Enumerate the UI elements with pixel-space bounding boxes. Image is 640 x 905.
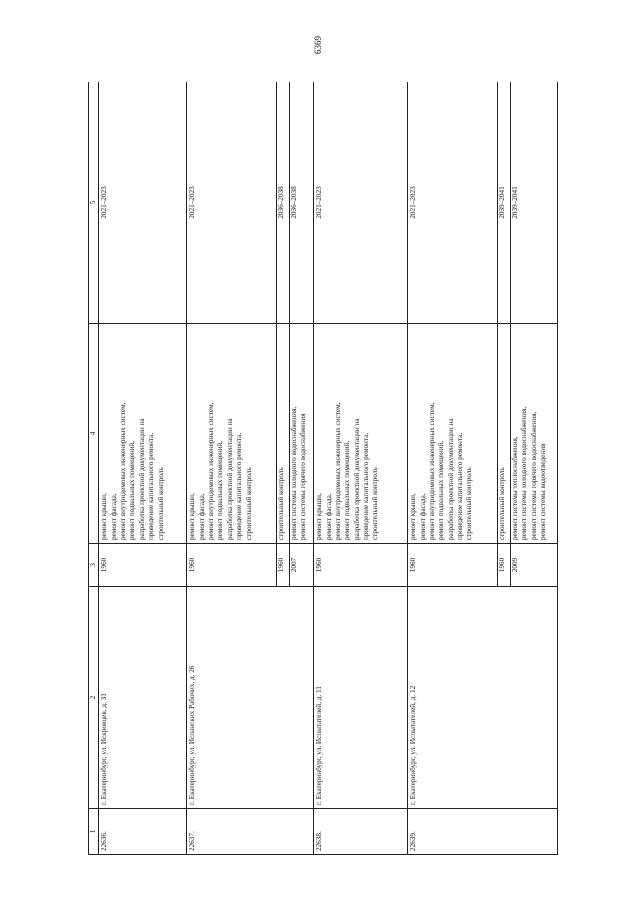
work-item: проведение капитального ремонта,	[456, 432, 464, 540]
subrow-term: 2036–2038	[277, 82, 290, 324]
work-item: ремонт подвальных помещений,	[128, 440, 137, 540]
row-year: 1960	[314, 544, 408, 587]
work-item: ремонт крыши,	[409, 493, 418, 540]
work-item: ремонт системы холодного водоснабжения,	[290, 406, 299, 540]
subrow-works	[510, 324, 557, 544]
work-item: ремонт внутридомовых инженерных систем,	[427, 402, 436, 540]
work-item: строительный контроль	[277, 467, 286, 540]
work-item: проведение капитального ремонта,	[362, 432, 370, 540]
table-row	[314, 82, 408, 855]
subrow-term: 2036–2038	[290, 82, 314, 324]
subrow-term: 2039–2041	[510, 82, 557, 324]
work-item: ремонт внутридомовых инженерных систем,	[333, 402, 342, 540]
row-number: 22637.	[187, 809, 314, 855]
work-item: ремонт подвальных помещений,	[216, 440, 225, 540]
row-address: г. Екатеринбург, ул. Испытателей, д. 12	[408, 587, 558, 809]
subrow-year: 2009	[510, 544, 557, 587]
work-item: ремонт подвальных помещений,	[437, 440, 446, 540]
table-row	[408, 82, 498, 855]
work-item: строительный контроль	[465, 467, 474, 540]
work-item: ремонт подвальных помещений,	[343, 440, 352, 540]
row-number: 22638.	[314, 809, 408, 855]
work-item: ремонт внутридомовых инженерных систем,	[207, 402, 216, 540]
work-item: проведение капитального ремонта,	[147, 432, 156, 540]
work-item: проведение капитального ремонта,	[235, 432, 244, 540]
work-item: разработка проектной документации на	[225, 418, 234, 540]
work-item: ремонт системы водоотведения	[538, 443, 547, 540]
work-item: ремонт системы горячего водоснабжения	[299, 413, 308, 540]
row-works	[314, 324, 408, 544]
work-item: ремонт фасада,	[324, 493, 333, 540]
row-works	[408, 324, 498, 544]
subrow-year: 1960	[277, 544, 290, 587]
subrow-term: 2039–2041	[498, 82, 511, 324]
header-row	[89, 82, 99, 855]
work-item: ремонт внутридомовых инженерных систем,	[119, 402, 128, 540]
row-term: 2021–2023	[314, 82, 408, 324]
work-item: разработка проектной документации на	[446, 418, 455, 540]
work-item: ремонт фасада,	[197, 493, 206, 540]
work-item: ремонт системы холодного водоснабжения,	[520, 406, 529, 540]
work-item: ремонт фасада,	[109, 493, 118, 540]
row-year: 1960	[408, 544, 498, 587]
table-stage	[88, 82, 558, 855]
subrow-works	[498, 324, 511, 544]
work-item: строительный контроль	[371, 467, 380, 540]
work-item: разработка проектной документации на	[352, 418, 361, 540]
header-col-5: 5	[89, 82, 99, 324]
subrow-year: 1960	[498, 544, 511, 587]
subrow-works	[290, 324, 314, 544]
header-col-4: 4	[89, 324, 99, 544]
row-term: 2021–2023	[408, 82, 498, 324]
work-item: ремонт крыши,	[100, 493, 109, 540]
row-term: 2021–2023	[99, 82, 187, 324]
work-item: строительный контроль	[498, 467, 507, 540]
row-term: 2021–2023	[187, 82, 277, 324]
row-year: 1960	[99, 544, 187, 587]
repair-schedule-table	[88, 82, 558, 855]
row-address: г. Екатеринбург, ул. Искровцев, д. 31	[99, 587, 187, 809]
header-col-2: 2	[89, 587, 99, 809]
subrow-works	[277, 324, 290, 544]
row-works	[187, 324, 277, 544]
work-item: ремонт системы теплоснабжения,	[510, 436, 519, 540]
row-address: г. Екатеринбург, ул. Испытателей, д. 11	[314, 587, 408, 809]
row-number: 22636.	[99, 809, 187, 855]
work-item: ремонт системы горячего водоснабжения,	[529, 411, 538, 540]
header-col-1: 1	[89, 809, 99, 855]
work-item: ремонт фасада,	[418, 493, 427, 540]
page-number: 6369	[313, 36, 323, 54]
row-year: 1960	[187, 544, 277, 587]
work-item: ремонт крыши,	[315, 493, 324, 540]
work-item: ремонт крыши,	[188, 493, 197, 540]
row-works	[99, 324, 187, 544]
table-row	[187, 82, 277, 855]
subrow-year: 2007	[290, 544, 314, 587]
row-number: 22639.	[408, 809, 558, 855]
row-address: г. Екатеринбург, ул. Испанских Рабочих, д. 26	[187, 587, 314, 809]
work-item: строительный контроль	[244, 467, 253, 540]
work-item: строительный контроль	[156, 467, 165, 540]
table-row	[99, 82, 187, 855]
header-col-3: 3	[89, 544, 99, 587]
work-item: разработка проектной документации на	[137, 418, 146, 540]
